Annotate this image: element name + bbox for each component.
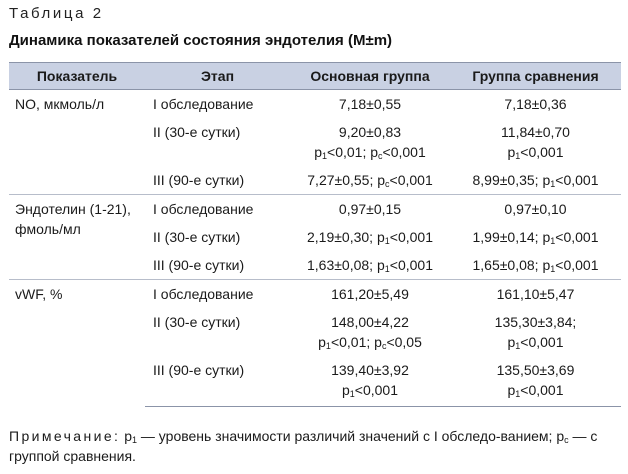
value-text: 148,00±4,22 bbox=[331, 314, 409, 330]
value-text: 0,97±0,10 bbox=[504, 201, 567, 217]
value-text: 139,40±3,92 bbox=[331, 362, 409, 378]
parameter-cell: Эндотелин (1-21), фмоль/мл bbox=[9, 195, 145, 280]
p-value-text: $p_1<0,01$; $p_c<0,05$ bbox=[318, 334, 422, 351]
parameter-cell: NO, мкмоль/л bbox=[15, 96, 105, 112]
table-title: Динамика показателей состояния эндотелия (M±m) bbox=[9, 32, 393, 49]
main-group-cell bbox=[290, 251, 450, 280]
value-text: 7,18±0,55 bbox=[338, 96, 402, 112]
main-group-cell bbox=[290, 308, 450, 356]
table-note bbox=[9, 426, 621, 466]
header-comparison-group: Группа сравнения bbox=[450, 63, 621, 90]
value-text: 2,19±0,30; $p_1<0,001$ bbox=[307, 229, 433, 246]
table-header bbox=[9, 63, 621, 90]
stage-cell: I обследование bbox=[153, 96, 254, 112]
note-label: Примечание: bbox=[9, 428, 121, 444]
note-text: $p_1$ — уровень значимости различий значений с I обследо-ванием; $p_c$ — с группой сравнения. bbox=[9, 428, 598, 464]
value-text: 11,84±0,70 bbox=[501, 124, 570, 140]
stage-cell: I обследование bbox=[145, 280, 290, 309]
main-group-cell bbox=[290, 118, 450, 166]
table-caption: Таблица 2 bbox=[9, 5, 104, 22]
stage-cell: III (90-е сутки) bbox=[145, 356, 290, 407]
stage-cell: III (90-е сутки) bbox=[153, 257, 245, 273]
value-text: 161,10±5,47 bbox=[496, 286, 575, 302]
value-text: 9,20±0,83 bbox=[338, 124, 402, 140]
value-text: 0,97±0,15 bbox=[338, 201, 402, 217]
comparison-group-cell bbox=[450, 356, 621, 407]
main-group-cell bbox=[290, 280, 450, 309]
comparison-group-cell bbox=[450, 308, 621, 356]
comparison-group-cell bbox=[450, 251, 621, 280]
value-text: 1,63±0,08; $p_1<0,001$ bbox=[307, 257, 433, 274]
stage-cell: II (30-е сутки) bbox=[153, 124, 241, 140]
table-row bbox=[9, 90, 621, 119]
header-parameter: Показатель bbox=[9, 63, 145, 90]
p-value-text: $p_1<0,001$ bbox=[507, 144, 564, 161]
comparison-group-cell bbox=[450, 223, 621, 251]
header-stage: Этап bbox=[145, 63, 290, 90]
comparison-group-cell bbox=[450, 118, 621, 166]
value-text: 1,99±0,14; $p_1<0,001$ bbox=[472, 229, 599, 246]
value-text: 7,27±0,55; $p_c<0,001$ bbox=[307, 172, 433, 189]
p-value-text: $p_1<0,001$ bbox=[507, 334, 564, 351]
table-row bbox=[9, 280, 621, 309]
data-table-container bbox=[9, 62, 621, 407]
stage-cell: III (90-е сутки) bbox=[153, 172, 245, 188]
header-main-group: Основная группа bbox=[290, 63, 450, 90]
value-text: 8,99±0,35; $p_1<0,001$ bbox=[472, 172, 599, 189]
value-text: 135,50±3,69 bbox=[496, 362, 575, 378]
table-row bbox=[9, 195, 621, 224]
comparison-group-cell bbox=[450, 195, 621, 224]
comparison-group-cell bbox=[450, 90, 621, 119]
value-text: 1,65±0,08; $p_1<0,001$ bbox=[472, 257, 599, 274]
value-text: 161,20±5,49 bbox=[331, 286, 409, 302]
endothelium-table bbox=[9, 62, 621, 407]
comparison-group-cell bbox=[450, 166, 621, 195]
p-value-text: $p_1<0,01$; $p_c<0,001$ bbox=[314, 144, 426, 161]
stage-cell: II (30-е сутки) bbox=[153, 229, 241, 245]
stage-cell: II (30-е сутки) bbox=[153, 314, 241, 330]
value-text: 7,18±0,36 bbox=[504, 96, 567, 112]
main-group-cell bbox=[290, 223, 450, 251]
main-group-cell bbox=[290, 356, 450, 407]
comparison-group-cell bbox=[450, 280, 621, 309]
value-text: 135,30±3,84; bbox=[494, 314, 577, 330]
p-value-text: $p_1<0,001$ bbox=[341, 382, 399, 399]
main-group-cell bbox=[290, 195, 450, 224]
p-value-text: $p_1<0,001$ bbox=[507, 382, 564, 399]
main-group-cell bbox=[290, 166, 450, 195]
parameter-cell: vWF, % bbox=[9, 280, 145, 407]
stage-cell: I обследование bbox=[145, 195, 290, 224]
header-row bbox=[9, 63, 621, 90]
table-body bbox=[9, 90, 621, 407]
main-group-cell bbox=[290, 90, 450, 119]
